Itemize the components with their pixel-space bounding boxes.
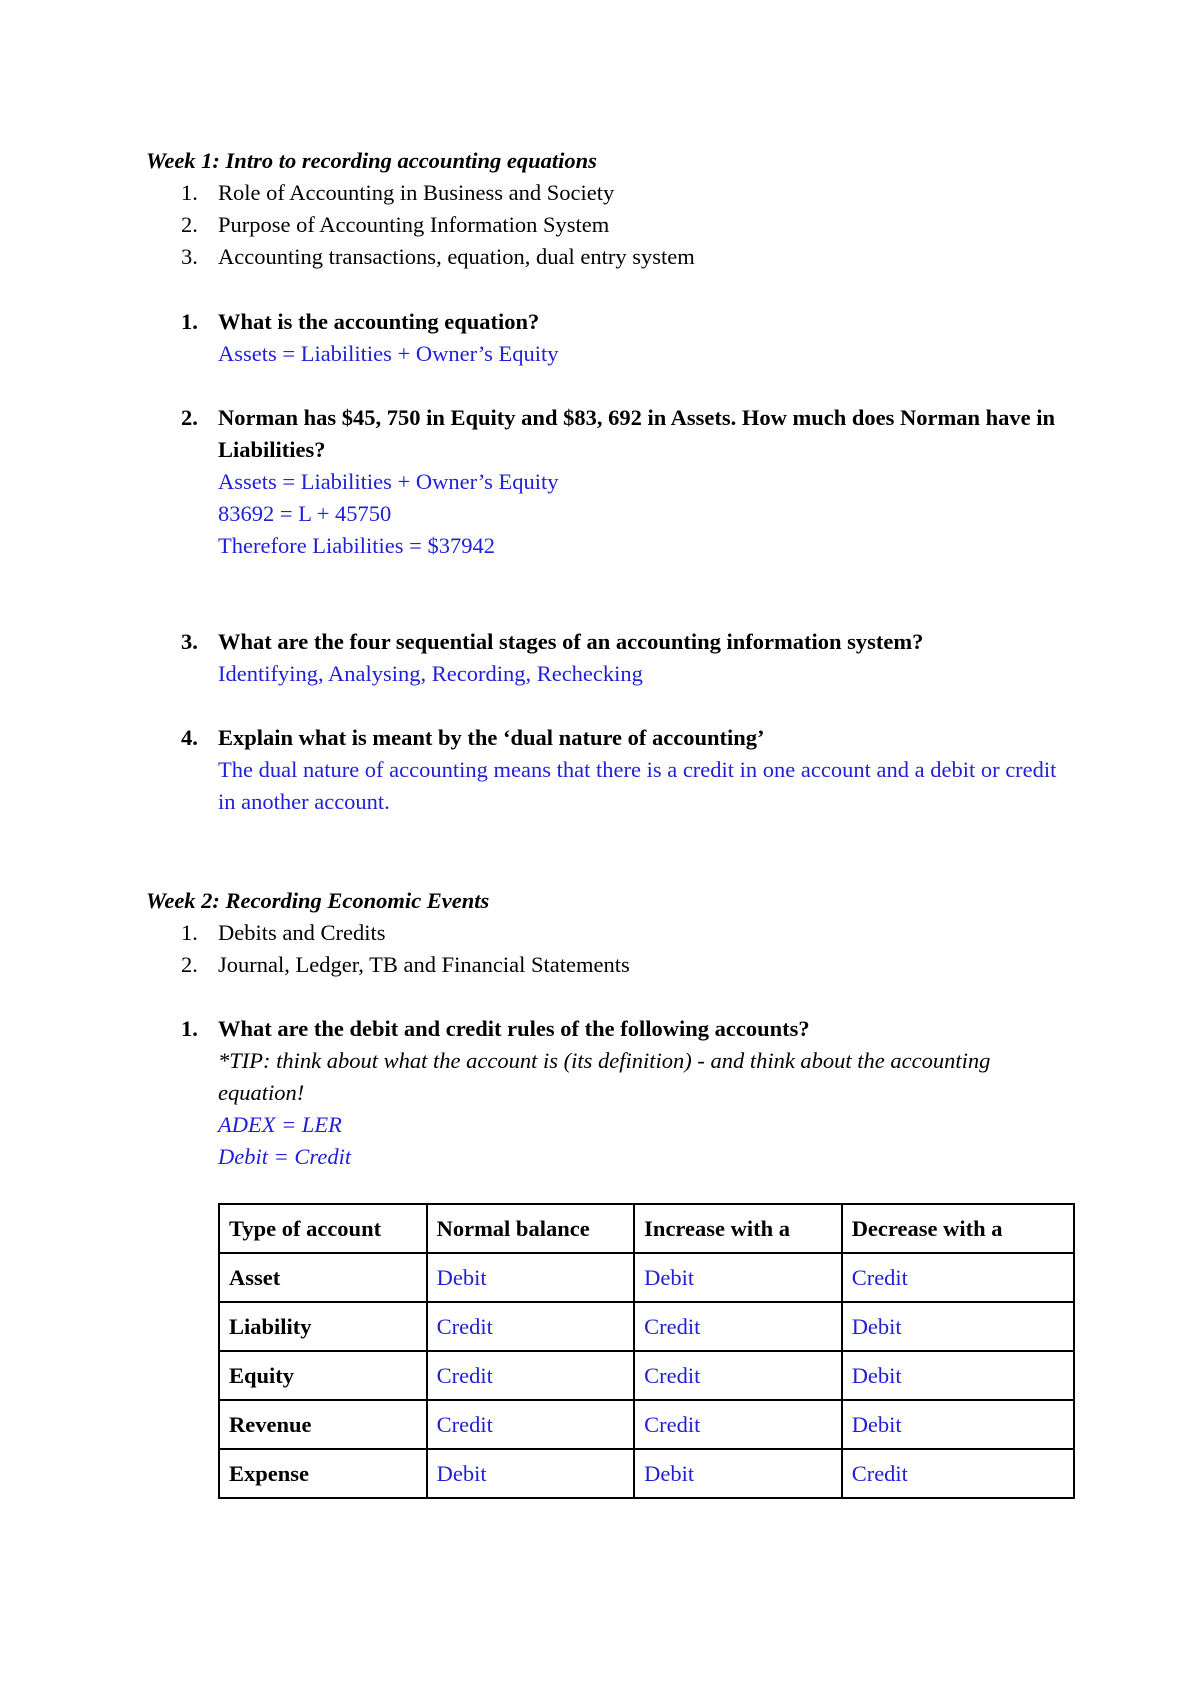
account-type-cell: Equity: [219, 1351, 427, 1400]
table-row: [219, 1253, 1074, 1302]
question-number: 4.: [181, 725, 198, 750]
week1-question-3: [146, 626, 1066, 690]
table-cell: Credit: [427, 1302, 635, 1351]
table-cell: Debit: [634, 1253, 842, 1302]
week2-topic-list: [146, 917, 630, 981]
list-item: [146, 177, 695, 209]
tip-text: *TIP: think about what the account is (its definition) - and think about the accounting equation!: [218, 1048, 991, 1105]
list-number: 1.: [181, 920, 198, 945]
table-cell: Debit: [842, 1351, 1074, 1400]
table-cell: Debit: [634, 1449, 842, 1498]
week1-question-1: [146, 306, 1066, 370]
question-number: 3.: [181, 629, 198, 654]
debit-credit-rules-table: [218, 1203, 1075, 1499]
question-text: What are the four sequential stages of an accounting information system?: [218, 629, 924, 654]
answer-line: Assets = Liabilities + Owner’s Equity: [218, 341, 559, 366]
table-cell: Debit: [842, 1400, 1074, 1449]
table-cell: Debit: [842, 1302, 1074, 1351]
question-number: 1.: [181, 309, 198, 334]
account-type-cell: Expense: [219, 1449, 427, 1498]
question-number: 2.: [181, 405, 198, 430]
question-text: What is the accounting equation?: [218, 309, 540, 334]
week2-question-1: [146, 1013, 1066, 1173]
answer-line: Therefore Liabilities = $37942: [218, 533, 495, 558]
list-number: 1.: [181, 180, 198, 205]
account-type-cell: Revenue: [219, 1400, 427, 1449]
topic-text: Purpose of Accounting Information System: [218, 212, 610, 237]
week2-heading: Week 2: Recording Economic Events: [146, 888, 490, 913]
week1-heading: Week 1: Intro to recording accounting equations: [146, 148, 597, 173]
week1-question-2: [146, 402, 1066, 562]
list-item: [146, 949, 630, 981]
topic-text: Accounting transactions, equation, dual entry system: [218, 244, 695, 269]
column-header: Type of account: [219, 1204, 427, 1253]
question-text: Norman has $45, 750 in Equity and $83, 692 in Assets. How much does Norman have in Liabilities?: [218, 405, 1055, 462]
topic-text: Journal, Ledger, TB and Financial Statements: [218, 952, 630, 977]
question-text: Explain what is meant by the ‘dual nature of accounting’: [218, 725, 765, 750]
table-cell: Credit: [842, 1449, 1074, 1498]
list-number: 2.: [181, 952, 198, 977]
table-cell: Credit: [634, 1351, 842, 1400]
table-cell: Debit: [427, 1449, 635, 1498]
question-number: 1.: [181, 1016, 198, 1041]
answer-line: ADEX = LER: [218, 1112, 342, 1137]
column-header: Increase with a: [634, 1204, 842, 1253]
topic-text: Role of Accounting in Business and Society: [218, 180, 615, 205]
list-item: [146, 209, 695, 241]
table-cell: Credit: [427, 1400, 635, 1449]
answer-line: Identifying, Analysing, Recording, Rechecking: [218, 661, 643, 686]
table-cell: Debit: [427, 1253, 635, 1302]
table-row: [219, 1351, 1074, 1400]
topic-text: Debits and Credits: [218, 920, 386, 945]
table-row: [219, 1302, 1074, 1351]
week1-question-4: [146, 722, 1066, 818]
column-header: Normal balance: [427, 1204, 635, 1253]
answer-line: Assets = Liabilities + Owner’s Equity: [218, 469, 559, 494]
answer-line: The dual nature of accounting means that there is a credit in one account and a debit or credit in another account.: [218, 757, 1057, 814]
week1-topic-list: [146, 177, 695, 273]
list-number: 2.: [181, 212, 198, 237]
question-text: What are the debit and credit rules of the following accounts?: [218, 1016, 810, 1041]
list-item: [146, 917, 630, 949]
table-cell: Credit: [634, 1400, 842, 1449]
table-row: [219, 1449, 1074, 1498]
column-header: Decrease with a: [842, 1204, 1074, 1253]
account-type-cell: Asset: [219, 1253, 427, 1302]
table-cell: Credit: [427, 1351, 635, 1400]
account-type-cell: Liability: [219, 1302, 427, 1351]
table-row: [219, 1400, 1074, 1449]
answer-line: 83692 = L + 45750: [218, 501, 392, 526]
table-cell: Credit: [634, 1302, 842, 1351]
list-item: [146, 241, 695, 273]
list-number: 3.: [181, 244, 198, 269]
table-header-row: [219, 1204, 1074, 1253]
table-cell: Credit: [842, 1253, 1074, 1302]
answer-line: Debit = Credit: [218, 1144, 352, 1169]
